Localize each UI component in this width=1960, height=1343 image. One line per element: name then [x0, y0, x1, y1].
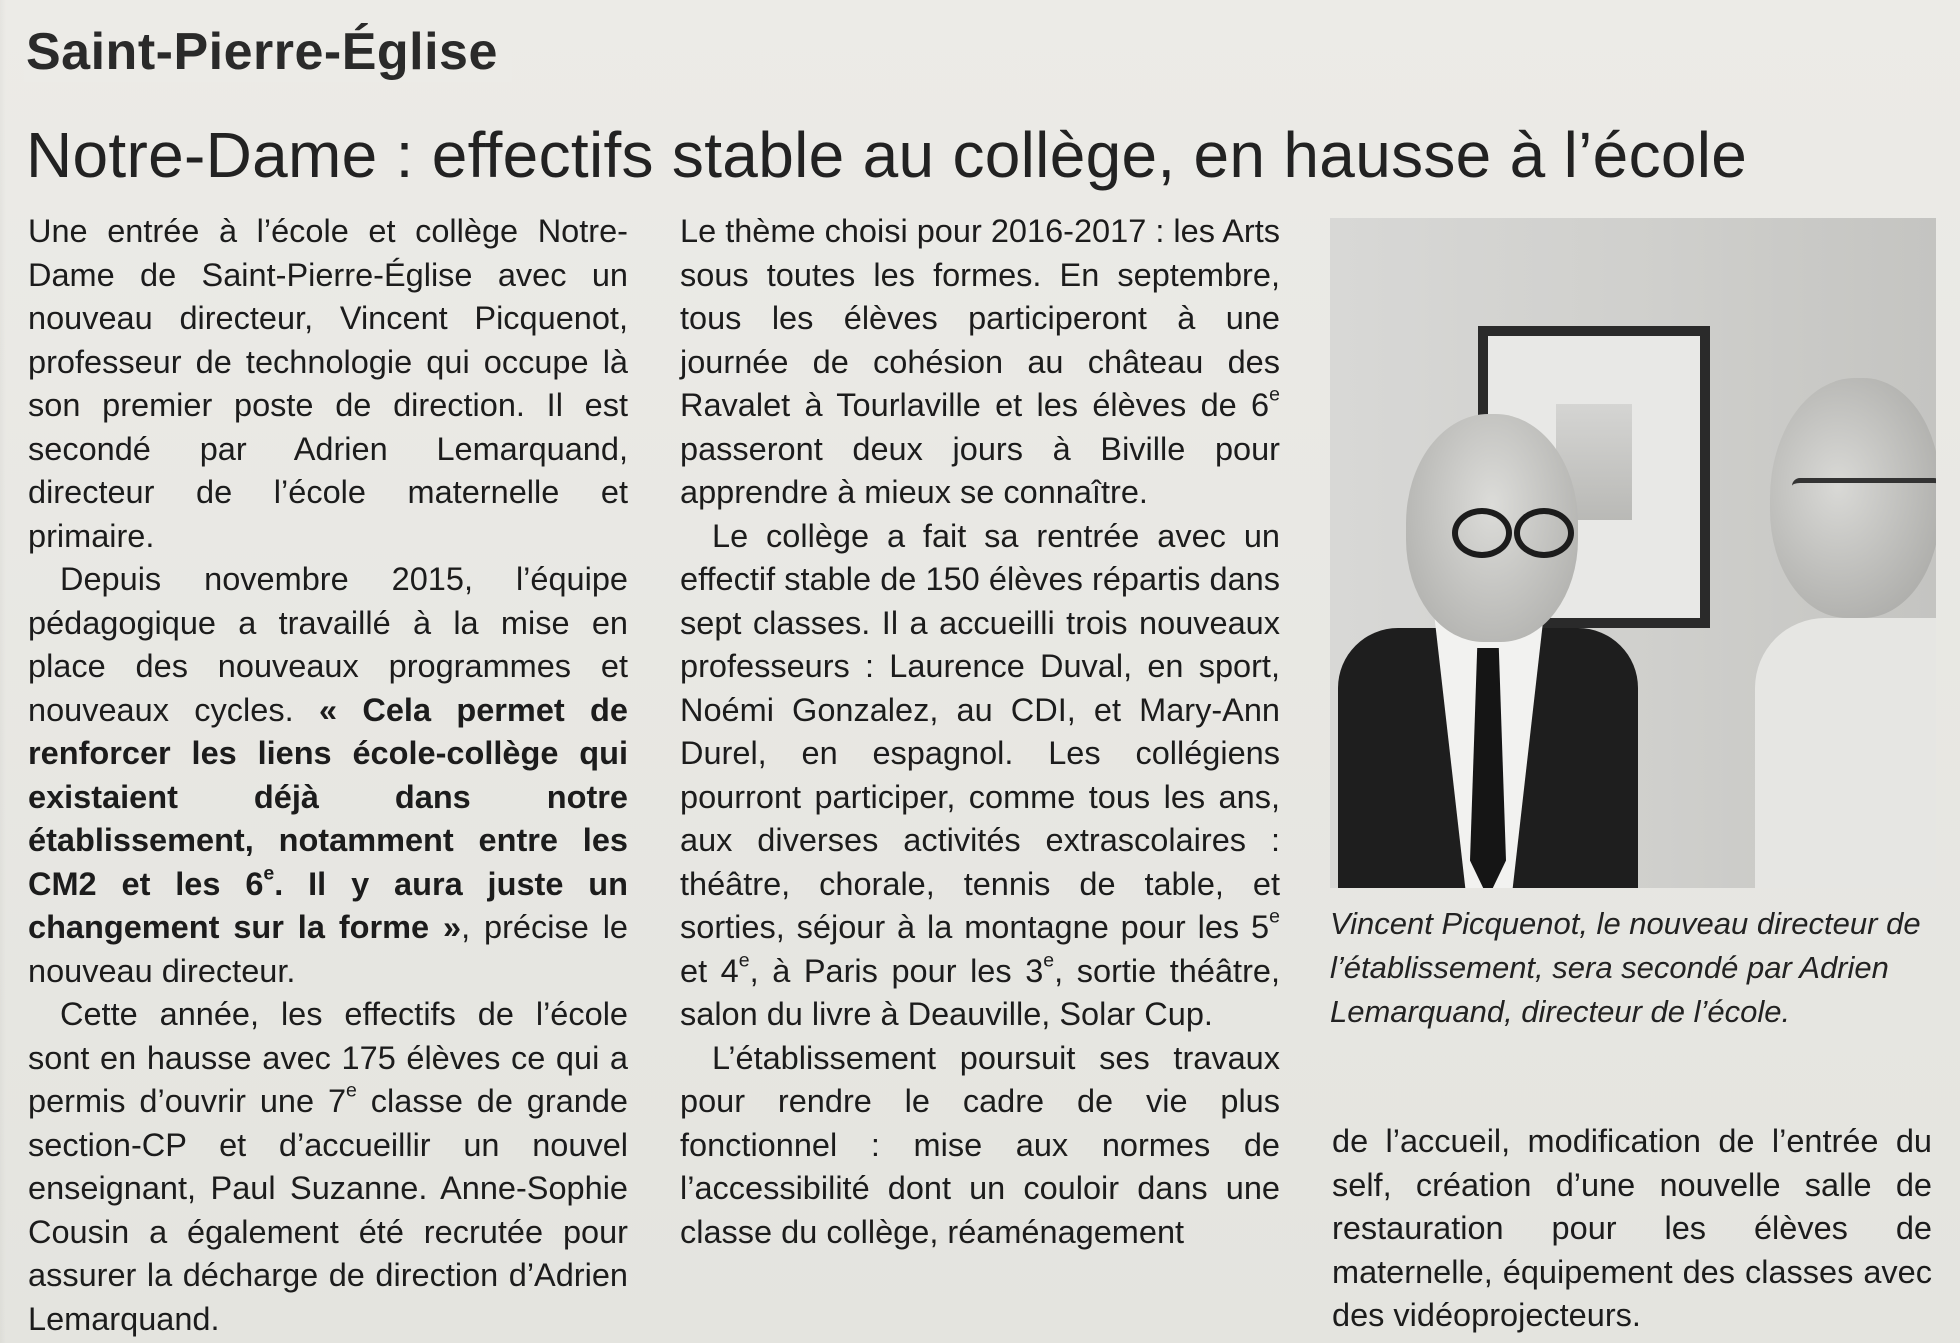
- article-column-3: [1332, 1120, 1932, 1338]
- text-run: classe de grande section-CP et d’accueillir un nouvel enseignant, Paul Suzanne. Anne-Sophie Cousin a également été recrutée pour assurer la décharge de direction d’Adrien Lemarquand.: [28, 1083, 629, 1337]
- text-run: Cette année, les effectifs de l’école sont en hausse avec 175 élèves ce qui a permis d’ouvrir une 7: [28, 996, 628, 1119]
- person-body-right: [1755, 618, 1936, 888]
- superscript: e: [738, 948, 750, 971]
- quote-text: « Cela permet de renforcer les liens école-collège qui existaient déjà dans notre établissement, notamment entre les CM2 et les 6: [28, 691, 628, 902]
- round-glasses: [1412, 508, 1562, 548]
- text-run: , à Paris pour les 3: [749, 952, 1044, 989]
- superscript: e: [1043, 948, 1055, 971]
- text-run: Depuis novembre 2015, l’équipe pédagogique a travaillé à la mise en place des nouveaux programmes et nouveaux cycles.: [28, 561, 628, 728]
- text-run: , sortie théâtre, salon du livre à Deauville, Solar Cup.: [680, 952, 1280, 1032]
- glasses-right: [1792, 478, 1936, 511]
- quote-text: . Il y aura juste un changement sur la forme »: [28, 865, 628, 945]
- paragraph: [28, 558, 628, 993]
- section-title: Saint-Pierre-Église: [24, 22, 512, 82]
- paragraph: [680, 515, 1280, 1037]
- superscript: e: [1269, 905, 1280, 928]
- article-column-2: [680, 210, 1280, 1254]
- headline: Notre-Dame : effectifs stable au collège, en hausse à l’école: [26, 119, 1748, 191]
- paragraph: [28, 993, 628, 1341]
- text-run: Le collège a fait sa rentrée avec un effectif stable de 150 élèves répartis dans sept classes. Il a accueilli trois nouveaux professeurs : Laurence Duval, en sport, Noémi Gonzalez, au CDI, et Mary-Ann Durel, en espagnol. Les collégiens pourront participer, comme tous les ans, aux diverses activités extrascolaires : théâtre, chorale, tennis de table, et sorties, séjour à la montagne pour les 5: [680, 517, 1280, 945]
- text-run: , précise le nouveau directeur.: [28, 909, 628, 989]
- article-photo: [1330, 218, 1936, 888]
- superscript: e: [346, 1079, 357, 1102]
- superscript: e: [263, 861, 275, 884]
- text-run: Le thème choisi pour 2016-2017 : les Arts sous toutes les formes. En septembre, tous les élèves participeront à une journée de cohésion au château des Ravalet à Tourlaville et les élèves de 6: [680, 213, 1280, 423]
- quote: [28, 692, 628, 946]
- paragraph: L’établissement poursuit ses travaux pour rendre le cadre de vie plus fonctionnel : mise aux normes de l’accessibilité dont un couloir dans une classe du collège, réaménagement: [680, 1039, 1280, 1250]
- article-column-1: [28, 210, 628, 1341]
- paragraph: [680, 210, 1280, 515]
- paragraph: de l’accueil, modification de l’entrée du self, création d’une nouvelle salle de restauration pour les élèves de maternelle, équipement des classes avec des vidéoprojecteurs.: [1332, 1123, 1932, 1333]
- text-run: passeront deux jours à Biville pour apprendre à mieux se connaître.: [680, 430, 1280, 510]
- photo-caption: Vincent Picquenot, le nouveau directeur de l’établissement, sera secondé par Adrien Lemarquand, directeur de l’école.: [1330, 906, 1921, 1029]
- text-run: et 4: [680, 952, 739, 989]
- paragraph: Une entrée à l’école et collège Notre-Dame de Saint-Pierre-Église avec un nouveau directeur, Vincent Picquenot, professeur de technologie qui occupe là son premier poste de direction. Il est secondé par Adrien Lemarquand, directeur de l’école maternelle et primaire.: [28, 213, 628, 554]
- superscript: e: [1269, 383, 1280, 406]
